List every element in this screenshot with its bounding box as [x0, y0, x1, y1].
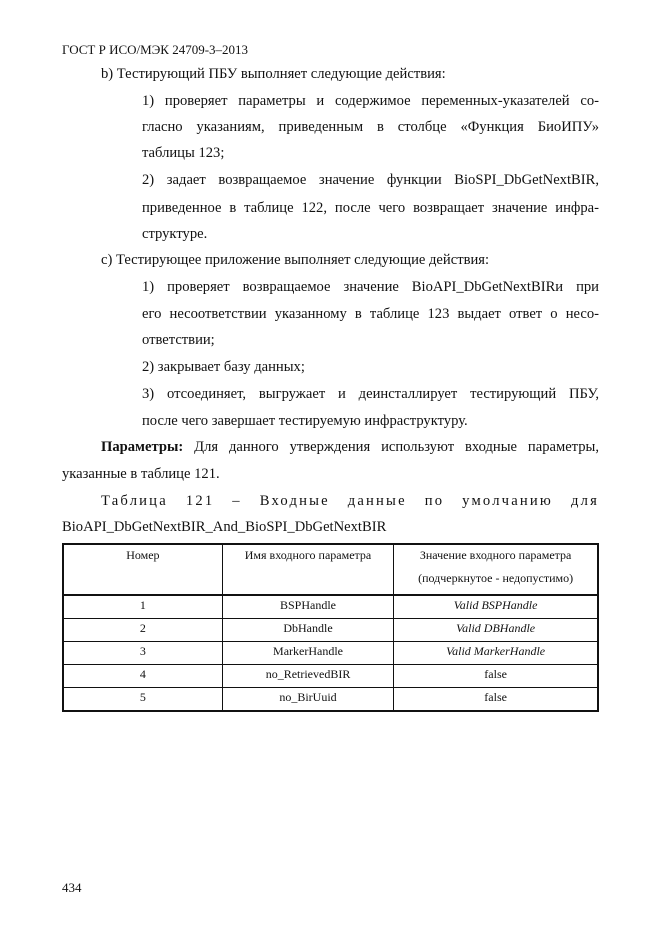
item-c2-line1: 2) закрывает базу данных;: [142, 359, 305, 375]
cell-param-value: false: [394, 688, 598, 712]
cell-param-name: DbHandle: [222, 619, 393, 642]
cell-param-name: no_BirUuid: [222, 688, 393, 712]
table-row: [63, 595, 598, 619]
item-b1-line3: таблицы 123;: [142, 145, 225, 161]
cell-param-value: false: [394, 665, 598, 688]
table-caption-line1: Таблица 121 – Входные данные по умолчанию для: [101, 493, 599, 509]
cell-param-name: no_RetrievedBIR: [222, 665, 393, 688]
parameters-paragraph-line1: [101, 438, 599, 456]
cell-param-value: Valid MarkerHandle: [394, 642, 598, 665]
parameters-label: Параметры:: [101, 439, 184, 455]
item-b1-line1: 1) проверяет параметры и содержимое переменных-указателей со-: [142, 93, 599, 109]
parameters-paragraph-line2: указанные в таблице 121.: [62, 466, 220, 482]
cell-param-value: Valid DBHandle: [394, 619, 598, 642]
table-caption-line2: BioAPI_DbGetNextBIR_And_BioSPI_DbGetNextBIR: [62, 519, 387, 535]
header-value-line2: (подчеркнутое - недопустимо): [418, 571, 574, 585]
header-value-line1: Значение входного параметра: [419, 548, 572, 562]
item-c1-line1: 1) проверяет возвращаемое значение BioAPI_DbGetNextBIRи при: [142, 279, 599, 295]
cell-param-name: BSPHandle: [222, 595, 393, 619]
item-c1-line3: ответствии;: [142, 332, 215, 348]
item-c3-line2: после чего завершает тестируемую инфраструктуру.: [142, 413, 468, 429]
cell-number: 2: [63, 619, 222, 642]
cell-number: 3: [63, 642, 222, 665]
item-b2-line2: приведенное в таблице 122, после чего возвращает значение инфра-: [142, 200, 599, 216]
header-param-name: Имя входного параметра: [222, 544, 393, 595]
table-header-row: [63, 544, 598, 595]
item-b1-line2: гласно указаниям, приведенным в столбце «Функция БиоИПУ»: [142, 119, 599, 135]
parameters-text: Для данного утверждения используют входные параметры,: [183, 439, 599, 455]
table-row: [63, 619, 598, 642]
cell-number: 5: [63, 688, 222, 712]
table-row: [63, 665, 598, 688]
item-b2-line3: структуре.: [142, 226, 208, 242]
item-b-intro: b) Тестирующий ПБУ выполняет следующие действия:: [101, 66, 446, 82]
item-c1-line2: его несоответствии указанному в таблице 123 выдает ответ о несо-: [142, 306, 599, 322]
header-param-value: [394, 544, 598, 595]
item-c3-line1: 3) отсоединяет, выгружает и деинсталлирует тестирующий ПБУ,: [142, 386, 599, 402]
table-row: [63, 688, 598, 712]
header-number: Номер: [63, 544, 222, 595]
page-number: 434: [62, 880, 82, 895]
cell-param-name: MarkerHandle: [222, 642, 393, 665]
item-b2-line1: 2) задает возвращаемое значение функции BioSPI_DbGetNextBIR,: [142, 172, 599, 188]
input-parameters-table: [62, 543, 599, 712]
document-header: ГОСТ Р ИСО/МЭК 24709-3–2013: [62, 42, 249, 57]
item-c-intro: c) Тестирующее приложение выполняет следующие действия:: [101, 252, 490, 268]
table-row: [63, 642, 598, 665]
cell-number: 4: [63, 665, 222, 688]
cell-param-value: Valid BSPHandle: [394, 595, 598, 619]
cell-number: 1: [63, 595, 222, 619]
